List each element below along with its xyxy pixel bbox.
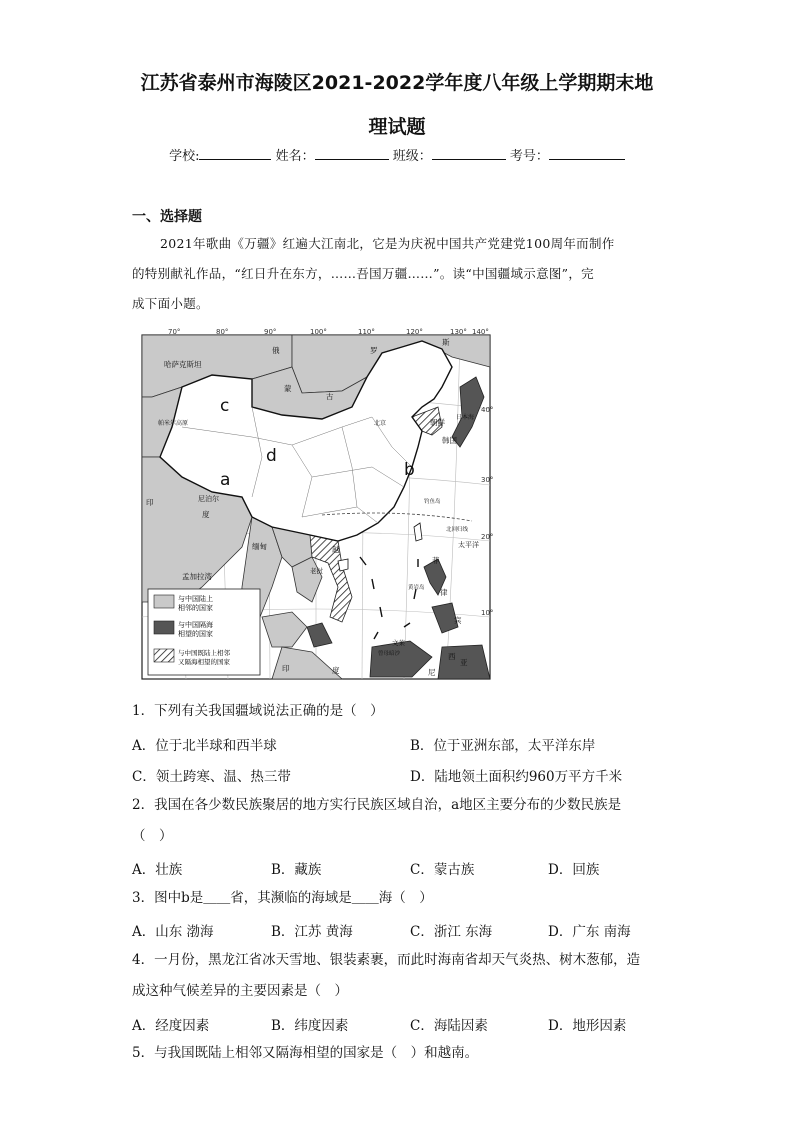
label-indonesia-3: 尼 <box>428 668 436 677</box>
question-4-stem: 4．一月份，黑龙江省冰天雪地、银装素裹，而此时海南省却天气炎热、树木葱郁，造 <box>132 952 641 968</box>
label-zengmu-ansha: 曾母暗沙 <box>378 651 401 657</box>
map-legend <box>148 589 260 675</box>
label-pamir: 帕米尔高原 <box>158 420 189 427</box>
lon-label: 110° <box>358 328 375 336</box>
question-3-option-d[interactable]: D．广东 南海 <box>548 924 631 940</box>
question-4-option-d[interactable]: D．地形因素 <box>548 1018 627 1034</box>
lat-label: 20° <box>481 533 494 541</box>
question-1-option-b[interactable]: B．位于亚洲东部，太平洋东岸 <box>410 738 596 754</box>
label-indonesia-2: 度 <box>332 666 340 675</box>
intro-line-1: 2021年歌曲《万疆》红遍大江南北，它是为庆祝中国共产党建党100周年而制作 <box>160 236 615 251</box>
svg-text:又隔海相望的国家: 又隔海相望的国家 <box>178 658 230 666</box>
label-sea-of-japan: 日本海 <box>456 414 475 421</box>
label-nepal: 尼泊尔 <box>198 495 219 503</box>
lat-label: 40° <box>481 406 494 414</box>
label-india-2: 度 <box>202 510 210 519</box>
svg-text:相望的国家: 相望的国家 <box>178 630 213 638</box>
label-huangyan-island: 黄岩岛 <box>408 585 425 591</box>
section-heading: 一、选择题 <box>132 209 202 225</box>
region-letter-d: d <box>266 446 277 466</box>
question-2-option-c[interactable]: C．蒙古族 <box>410 862 475 878</box>
label-philippines-1: 菲 <box>432 556 440 565</box>
label-india-1: 印 <box>146 498 154 507</box>
label-dprk: 朝鲜 <box>430 418 445 427</box>
label-laos: 老挝 <box>310 567 323 575</box>
question-3-stem: 3．图中b是＿＿省，其濒临的海域是＿＿海（ ） <box>132 890 433 906</box>
region-letter-a: a <box>220 470 231 490</box>
region-letter-b: b <box>404 460 415 480</box>
question-4-option-c[interactable]: C．海陆因素 <box>410 1018 488 1034</box>
question-3-option-c[interactable]: C．浙江 东海 <box>410 924 493 940</box>
china-territory-map <box>142 327 494 679</box>
label-mongolia-1: 蒙 <box>284 384 292 393</box>
label-mongolia-2: 古 <box>326 392 334 401</box>
intro-line-3: 成下面小题。 <box>132 296 209 311</box>
svg-text:与中国陆上: 与中国陆上 <box>178 595 213 603</box>
label-russia-1: 俄 <box>272 346 280 355</box>
label-philippines-2: 律 <box>440 588 448 597</box>
label-philippines-3: 宾 <box>454 616 462 625</box>
question-3-option-b[interactable]: B．江苏 黄海 <box>271 924 353 940</box>
question-2-option-a[interactable]: A．壮族 <box>132 862 183 878</box>
question-3-option-a[interactable]: A．山东 渤海 <box>132 924 214 940</box>
label-indonesia-4: 西 <box>448 652 456 661</box>
label-indonesia-1: 印 <box>282 664 290 673</box>
lat-label: 30° <box>481 476 494 484</box>
question-1-option-c[interactable]: C．领土跨寒、温、热三带 <box>132 769 291 785</box>
question-5-stem: 5．与我国既陆上相邻又隔海相望的国家是（ ）和越南。 <box>132 1045 479 1061</box>
label-myanmar: 缅甸 <box>252 542 267 551</box>
name-label: 姓名： <box>275 149 315 164</box>
label-beijing: 北京 <box>374 420 387 427</box>
question-2-stem-cont: （ ） <box>132 828 173 844</box>
label-indonesia-5: 亚 <box>460 658 468 667</box>
question-1-option-d[interactable]: D．陆地领土面积约960万平方千米 <box>410 769 623 785</box>
question-4-option-b[interactable]: B．纬度因素 <box>271 1018 349 1034</box>
question-4-stem-cont: 成这种气候差异的主要因素是（ ） <box>132 983 348 999</box>
label-pacific: 太平洋 <box>458 541 479 549</box>
lon-label: 70° <box>168 328 181 336</box>
number-blank[interactable] <box>549 145 625 160</box>
lon-label: 130° <box>450 328 467 336</box>
label-russia-2: 罗 <box>370 346 378 355</box>
question-1-stem: 1．下列有关我国疆域说法正确的是（ ） <box>132 703 384 719</box>
lon-label: 120° <box>406 328 423 336</box>
lon-label: 90° <box>264 328 277 336</box>
title-line-2: 理试题 <box>368 116 426 138</box>
label-kazakhstan: 哈萨克斯坦 <box>164 360 202 369</box>
lat-label: 10° <box>481 609 494 617</box>
student-info-row <box>0 145 794 164</box>
svg-text:与中国隔海: 与中国隔海 <box>178 621 213 629</box>
lon-label: 140° <box>472 328 489 336</box>
name-blank[interactable] <box>315 145 389 160</box>
label-russia-3: 斯 <box>442 338 450 347</box>
school-blank[interactable] <box>199 145 271 160</box>
class-label: 班级： <box>392 149 432 164</box>
number-label: 考号： <box>509 149 549 164</box>
class-blank[interactable] <box>432 145 506 160</box>
lon-label: 80° <box>216 328 229 336</box>
question-1-option-a[interactable]: A．位于北半球和西半球 <box>132 738 277 754</box>
label-tropic-of-cancer: 北回归线 <box>446 527 469 533</box>
question-2-stem: 2．我国在各少数民族聚居的地方实行民族区域自治，a地区主要分布的少数民族是 <box>132 797 622 813</box>
question-2-option-b[interactable]: B．藏族 <box>271 862 322 878</box>
svg-text:相邻的国家: 相邻的国家 <box>178 604 213 612</box>
label-bay-of-bengal: 孟加拉湾 <box>182 572 212 581</box>
label-vietnam: 越 <box>332 545 340 554</box>
question-2-option-d[interactable]: D．回族 <box>548 862 600 878</box>
question-4-option-a[interactable]: A．经度因素 <box>132 1018 210 1034</box>
lon-label: 100° <box>310 328 327 336</box>
label-diaoyu-island: 钓鱼岛 <box>424 499 441 505</box>
svg-text:与中国既陆上相邻: 与中国既陆上相邻 <box>178 649 230 657</box>
title-line-1: 江苏省泰州市海陵区2021-2022学年度八年级上学期期末地 <box>140 72 654 94</box>
school-label: 学校: <box>169 149 200 164</box>
label-rok: 韩国 <box>442 436 457 445</box>
region-letter-c: c <box>220 396 230 416</box>
label-brunei: 文莱 <box>392 639 405 647</box>
intro-line-2: 的特别献礼作品，“红日升在东方，……吾国万疆……”。读“中国疆域示意图”，完 <box>132 266 594 281</box>
